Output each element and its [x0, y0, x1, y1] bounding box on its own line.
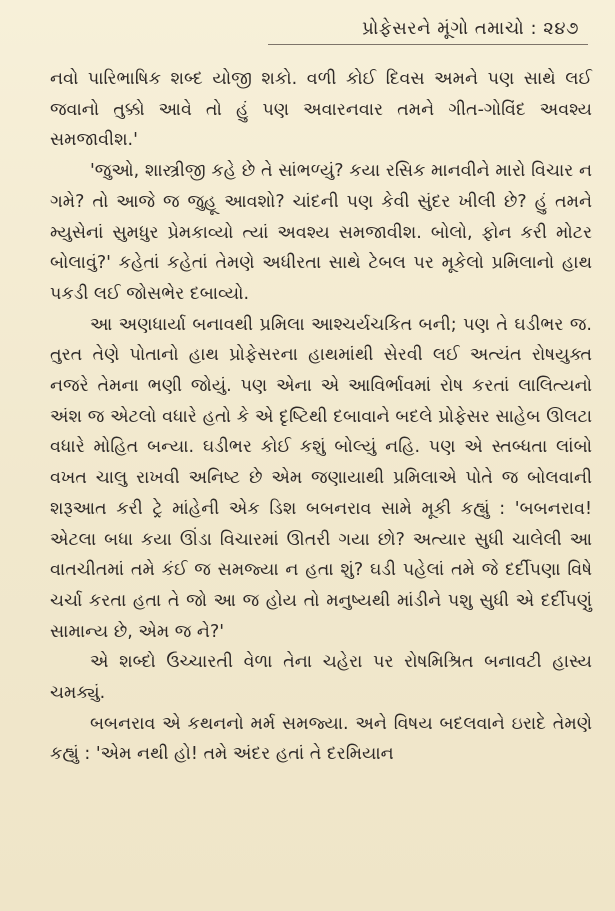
- running-head: પ્રોફેસરને મૂંગો તમાચો : ૨૪૭: [362, 18, 579, 39]
- paragraph-2: 'જુઓ, શાસ્ત્રીજી કહે છે તે સાંભળ્યું? કયા રસિક માનવીને મારો વિચાર ન ગમે? તો આજે જ જુહૂ આવશો? ચાંદની પણ કેવી સુંદર ખીલી છે? હું તમને મ્યુસેનાં સુમધુર પ્રેમકાવ્યો ત્યાં અવશ્ય સમજાવીશ. બોલો, ફોન કરી મોટર બોલાવું?' કહેતાં કહેતાં તેમણે અધીરતા સાથે ટેબલ પર મૂકેલો પ્રમિલાનો હાથ પકડી લઈ જોસભેર દબાવ્યો.: [50, 161, 592, 304]
- paragraph-5: બબનરાવ એ કથનનો મર્મ સમજ્યા. અને વિષય બદલવાને ઇરાદે તેમણે કહ્યું : 'એમ નથી હો! તમે અંદર હતાં તે દરમિયાન: [50, 713, 592, 765]
- paragraph-1: નવો પારિભાષિક શબ્દ યોજી શકો. વળી કોઈ દિવસ અમને પણ સાથે લઈ જવાનો તુક્કો આવે તો હું પણ અવારનવાર તમને ગીત-ગોવિંદ અવશ્ય સમજાવીશ.': [50, 69, 592, 151]
- paragraph-3: આ અણધાર્યા બનાવથી પ્રમિલા આશ્ચર્યચકિત બની; પણ તે ઘડીભર જ. તુરત તેણે પોતાનો હાથ પ્રોફેસરના હાથમાંથી સેરવી લઈ અત્યંત રોષયુક્ત નજરે તેમના ભણી જોયું. પણ એના એ આવિર્ભાવમાં રોષ કરતાં લાલિત્યનો અંશ જ એટલો વધારે હતો કે એ દૃષ્ટિથી દબાવાને બદલે પ્રોફેસર સાહેબ ઊલટા વધારે મોહિત બન્યા. ઘડીભર કોઈ કશું બોલ્યું નહિ. પણ એ સ્તબ્ધતા લાંબો વખત ચાલુ રાખવી અનિષ્ટ છે એમ જણાયાથી પ્રમિલાએ પોતે જ બોલવાની શરૂઆત કરી ટ્રે માંહેની એક ડિશ બબનરાવ સામે મૂકી કહ્યું : 'બબનરાવ! એટલા બધા કયા ઊંડા વિચારમાં ઊતરી ગયા છો? અત્યાર સુધી ચાલેલી આ વાતચીતમાં તમે કંઈ જ સમજ્યા ન હતા શું? ઘડી પહેલાં તમે જે દર્દીપણા વિષે ચર્ચા કરતા હતા તે જો આ જ હોય તો મનુષ્યથી માંડીને પશુ સુધી એ દર્દીપણું સામાન્ય છે, એમ જ ને?': [50, 314, 592, 642]
- paragraph-4: એ શબ્દો ઉચ્ચારતી વેળા તેના ચહેરા પર રોષમિશ્રિત બનાવટી હાસ્ય ચમક્યું.: [50, 652, 592, 704]
- body-text: [50, 64, 592, 770]
- header-rule: [268, 44, 588, 45]
